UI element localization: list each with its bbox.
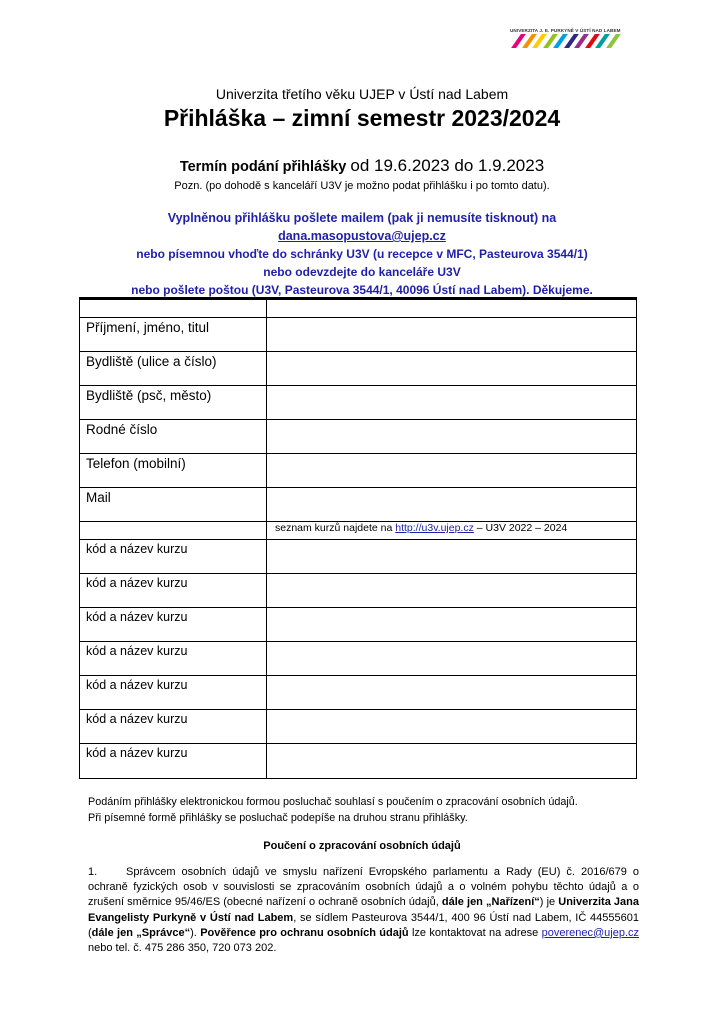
row-divider xyxy=(79,351,637,352)
course-row-label: kód a název kurzu xyxy=(86,712,188,726)
field-name-label: Příjmení, jméno, titul xyxy=(86,320,210,335)
instruction-email-line: Vyplněnou přihlášku pošlete mailem (pak ji nemusíte tisknout) na xyxy=(167,211,557,225)
course-row-label: kód a název kurzu xyxy=(86,542,188,556)
privacy-controller: Univerzita Jana Evangelisty Purkyně v Ústí nad Labem xyxy=(88,896,639,924)
consent-line-2: Při písemné formě přihlášky se posluchač podepíše na druhou stranu přihlášky. xyxy=(88,812,468,824)
row-divider xyxy=(79,675,637,676)
field-mail-label: Mail xyxy=(86,490,111,505)
row-divider xyxy=(79,385,637,386)
privacy-dpo: Pověřence pro ochranu osobních údajů xyxy=(200,926,409,939)
courses-hint xyxy=(275,522,567,534)
logo-stripes xyxy=(510,34,620,48)
privacy-heading: Poučení o zpracování osobních údajů xyxy=(263,840,461,852)
row-divider xyxy=(79,419,637,420)
row-divider xyxy=(79,539,637,540)
courses-link[interactable]: http://u3v.ujep.cz xyxy=(395,522,474,534)
row-divider xyxy=(79,453,637,454)
privacy-text: ). xyxy=(190,926,197,939)
deadline-label: Termín podání přihlášky xyxy=(179,159,347,175)
course-row-label: kód a název kurzu xyxy=(86,610,188,624)
course-row-label: kód a název kurzu xyxy=(86,678,188,692)
paragraph-number: 1. xyxy=(88,866,98,878)
courses-hint-suffix: – U3V 2022 – 2024 xyxy=(476,522,568,534)
row-divider xyxy=(79,573,637,574)
row-divider xyxy=(79,743,637,744)
form-right-border xyxy=(636,297,637,779)
form-top-border xyxy=(79,297,637,300)
privacy-text: , se sídlem Pasteurova 3544/1, 400 96 Ústí nad Labem, IČ 44555601 ( xyxy=(88,911,639,939)
dpo-email-link[interactable]: poverenec@ujep.cz xyxy=(541,926,639,939)
logo-text: UNIVERZITA J. E. PURKYNĚ V ÚSTÍ NAD LABEM xyxy=(510,28,621,33)
instruction-mailbox: nebo písemnou vhoďte do schránky U3V (u recepce v MFC, Pasteurova 3544/1) xyxy=(136,247,588,261)
privacy-text-bold: dále jen „Nařízení“ xyxy=(441,896,540,909)
field-street-label: Bydliště (ulice a číslo) xyxy=(86,354,217,369)
deadline-dates: od 19.6.2023 do 1.9.2023 xyxy=(350,156,545,175)
courses-hint-prefix: seznam kurzů najdete na xyxy=(275,522,393,534)
course-row-label: kód a název kurzu xyxy=(86,746,188,760)
instruction-office: nebo odevzdejte do kanceláře U3V xyxy=(263,265,461,279)
university-name: Univerzita třetího věku UJEP v Ústí nad Labem xyxy=(215,86,509,102)
row-divider xyxy=(79,709,637,710)
privacy-text: nebo tel. č. 475 286 350, 720 073 202. xyxy=(88,942,277,955)
ujep-logo xyxy=(510,28,620,48)
field-birth-number-label: Rodné číslo xyxy=(86,422,158,437)
row-divider xyxy=(79,607,637,608)
field-city-label: Bydliště (psč, město) xyxy=(86,388,212,403)
deadline-note: Pozn. (po dohodě s kanceláří U3V je možno podat přihlášku i po tomto datu). xyxy=(174,180,550,192)
consent-line-1: Podáním přihlášky elektronickou formou posluchač souhlasí s poučením o zpracování osobních údajů. xyxy=(88,796,578,808)
row-divider xyxy=(79,317,637,318)
row-divider xyxy=(79,641,637,642)
row-divider xyxy=(79,778,637,779)
page-title: Přihláška – zimní semestr 2023/2024 xyxy=(163,105,561,131)
row-divider xyxy=(79,487,637,488)
privacy-text: ) je xyxy=(539,896,556,909)
privacy-paragraph xyxy=(88,865,639,956)
form-column-divider xyxy=(266,297,267,779)
field-phone-label: Telefon (mobilní) xyxy=(86,456,186,471)
deadline xyxy=(0,156,724,176)
course-row-label: kód a název kurzu xyxy=(86,576,188,590)
privacy-text: lze kontaktovat na adrese xyxy=(411,926,539,939)
course-row-label: kód a název kurzu xyxy=(86,644,188,658)
privacy-text: Správcem osobních údajů ve smyslu nařízení Evropského parlamentu a Rady (EU) č. 2016/679 o ochraně fyzických osob v souvislosti se zpracováním osobních údajů a o volném pohybu těchto údajů a o zrušení směrnice 95/46/ES (obecné nařízení o ochraně osobních údajů, xyxy=(88,866,639,909)
instruction-email xyxy=(0,229,724,243)
email-link[interactable]: dana.masopustova@ujep.cz xyxy=(278,229,446,243)
form-left-border xyxy=(79,297,80,779)
instruction-post: nebo pošlete poštou (U3V, Pasteurova 3544/1, 40096 Ústí nad Labem). Děkujeme. xyxy=(131,283,593,297)
privacy-text-bold: dále jen „Správce“ xyxy=(91,926,191,939)
